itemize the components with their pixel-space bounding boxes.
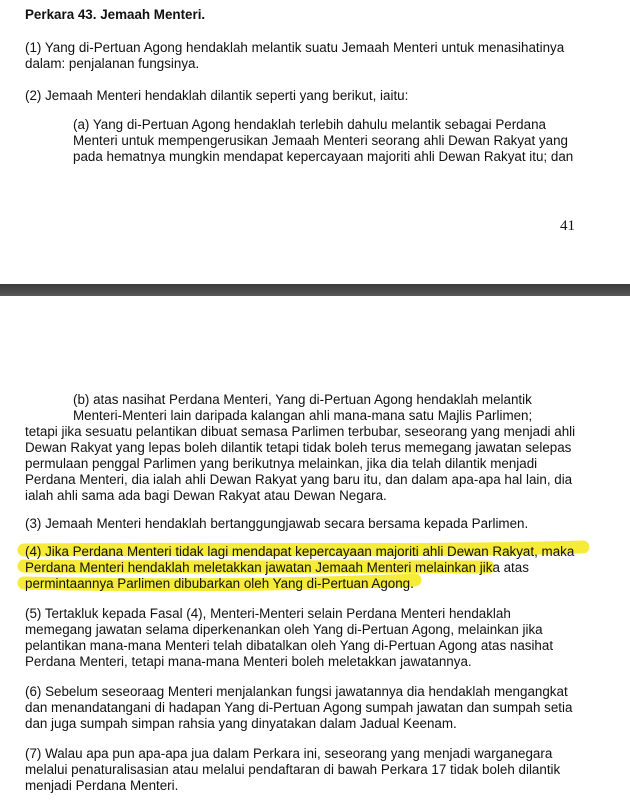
clause-1-line: dalam: penjalanan fungsinya. bbox=[25, 56, 200, 71]
clause-5-line: Perdana Menteri, tetapi mana-mana Menteri boleh meletakkan jawatannya. bbox=[25, 654, 472, 669]
clause-1-line: (1) Yang di-Pertuan Agong hendaklah melantik suatu Jemaah Menteri untuk menasihatinya bbox=[25, 40, 565, 55]
document-page-bottom bbox=[0, 296, 630, 806]
clause-3-line: (3) Jemaah Menteri hendaklah bertanggungjawab secara bersama kepada Parlimen. bbox=[25, 516, 529, 531]
page-number: 41 bbox=[560, 218, 575, 234]
clause-7-line: melalui penaturalisasian atau melalui pendaftaran di bawah Perkara 17 tidak boleh dilantik bbox=[25, 762, 561, 777]
clause-4-line: (4) Jika Perdana Menteri tidak lagi mendapat kepercayaan majoriti ahli Dewan Rakyat, maka bbox=[25, 544, 575, 559]
clause-2b-line: (b) atas nasihat Perdana Menteri, Yang di-Pertuan Agong hendaklah melantik bbox=[73, 392, 532, 407]
clause-5-line: pelantikan mana-mana Menteri telah dibatalkan oleh Yang di-Pertuan Agong atas nasihat bbox=[25, 638, 554, 653]
clause-2b-line: ialah ahli sama ada bagi Dewan Rakyat atau Dewan Negara. bbox=[25, 488, 387, 503]
clause-2b-line: permulaan penggal Parlimen yang berikutnya melainkan, jika dia telah dilantik menjadi bbox=[25, 456, 538, 471]
clause-7-line: (7) Walau apa pun apa-apa jua dalam Perkara ini, seseorang yang menjadi warganegara bbox=[25, 746, 553, 761]
page-divider bbox=[0, 284, 630, 296]
clause-2a-line: Menteri untuk mempengerusikan Jemaah Menteri seorang ahli Dewan Rakyat yang bbox=[73, 133, 568, 148]
clause-4-line: permintaannya Parlimen dibubarkan oleh Yang di-Pertuan Agong. bbox=[25, 576, 414, 591]
clause-6-line: (6) Sebelum seseoraag Menteri menjalankan fungsi jawatannya dia hendaklah mengangkat bbox=[25, 684, 568, 699]
clause-2b-line: Perdana Menteri, dia ialah ahli Dewan Rakyat yang baru itu, dan dalam apa-apa hal lain, dia bbox=[25, 472, 573, 487]
clause-2-intro: (2) Jemaah Menteri hendaklah dilantik seperti yang berikut, iaitu: bbox=[25, 88, 409, 103]
document-page-top bbox=[0, 0, 630, 284]
clause-2a-line: (a) Yang di-Pertuan Agong hendaklah terlebih dahulu melantik sebagai Perdana bbox=[73, 117, 546, 132]
clause-2b-line: Menteri-Menteri lain daripada kalangan ahli mana-mana satu Majlis Parlimen; bbox=[73, 408, 533, 423]
clause-6-line: dan juga sumpah simpan rahsia yang dinyatakan dalam Jadual Keenam. bbox=[25, 716, 457, 731]
clause-2b-line: Dewan Rakyat yang lepas boleh dilantik tetapi tidak boleh terus memegang jawatan selepas bbox=[25, 440, 572, 455]
clause-2a-line: pada hematnya mungkin mendapat kepercayaan majoriti ahli Dewan Rakyat itu; dan bbox=[73, 149, 574, 164]
clause-6-line: dan menandatangani di hadapan Yang di-Pertuan Agong sumpah jawatan dan sumpah setia bbox=[25, 700, 573, 715]
article-heading: Perkara 43. Jemaah Menteri. bbox=[25, 7, 206, 22]
clause-2b-line: tetapi jika sesuatu pelantikan dibuat semasa Parlimen terbubar, seseorang yang menjadi ahli bbox=[25, 424, 576, 439]
clause-4-line: Perdana Menteri hendaklah meletakkan jawatan Jemaah Menteri melainkan jika atas bbox=[25, 560, 529, 575]
clause-7-line: menjadi Perdana Menteri. bbox=[25, 778, 179, 793]
clause-5-line: (5) Tertakluk kepada Fasal (4), Menteri-Menteri selain Perdana Menteri hendaklah bbox=[25, 606, 511, 621]
clause-5-line: memegang jawatan selama diperkenankan oleh Yang di-Pertuan Agong, melainkan jika bbox=[25, 622, 543, 637]
